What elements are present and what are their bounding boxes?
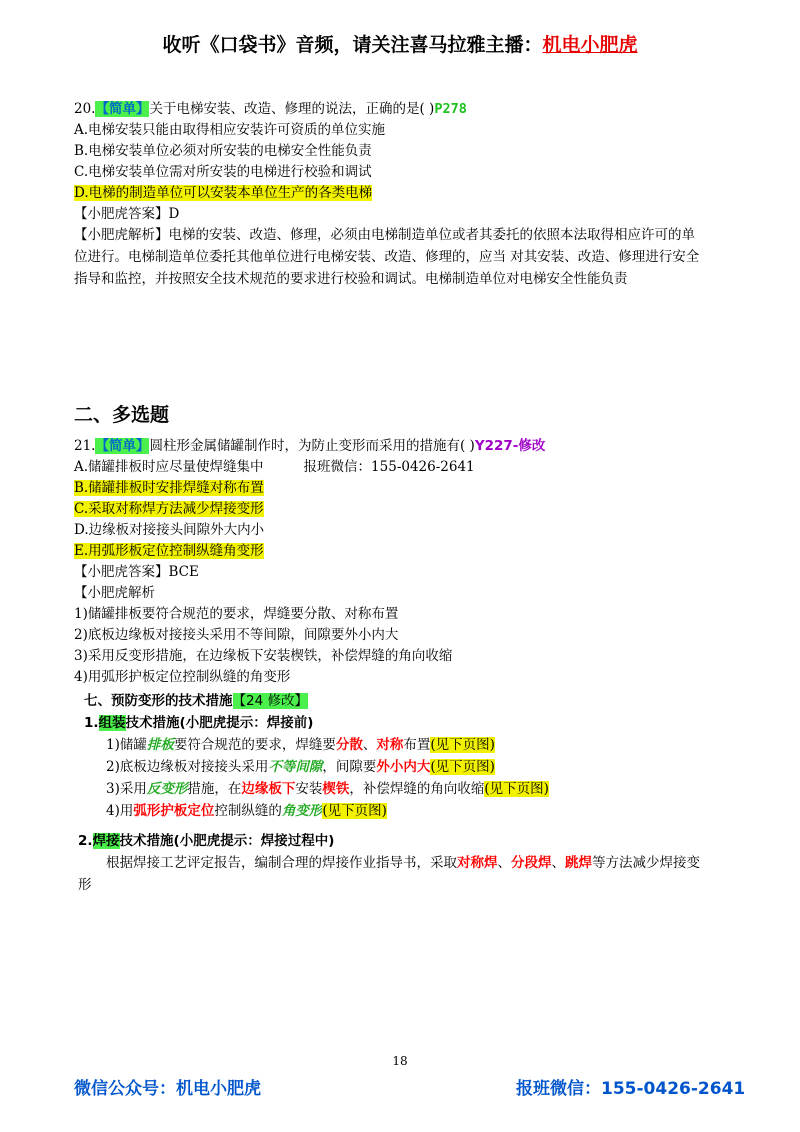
q20-option-d: D.电梯的制造单位可以安装本单位生产的各类电梯	[74, 185, 373, 201]
q21-analysis-2: 2)底板边缘板对接接头采用不等间隙，间隙要外小内大	[74, 627, 399, 643]
section7-item2: 2)底板边缘板对接接头采用不等间隙，间隙要外小内大(见下页图)	[106, 759, 495, 775]
q21-analysis-4: 4)用弧形护板定位控制纵缝的角变形	[74, 669, 291, 685]
page-header	[0, 30, 800, 57]
section7-item3: 3)采用反变形措施，在边缘板下安装楔铁，补偿焊缝的角向收缩(见下页图)	[106, 781, 549, 797]
q21-option-a: A.储罐排板时应尽量使焊缝集中 报班微信：155-0426-2641	[74, 459, 475, 475]
section7-sub1: 1.组装技术措施(小肥虎提示：焊接前)	[84, 715, 314, 731]
q21-stem: 21.【简单】圆柱形金属储罐制作时，为防止变形而采用的措施有( )Y227-修改	[74, 438, 546, 454]
section7-title: 七、预防变形的技术措施【24 修改】	[84, 693, 308, 709]
section-title-multi-choice: 二、多选题	[74, 404, 170, 426]
header-prefix: 收听《口袋书》音频，请关注喜马拉雅主播：	[162, 34, 543, 56]
q20-analysis-line2: 位进行。电梯制造单位委托其他单位进行电梯安装、改造、修理的，应当 对其安装、改造、修理进行安全	[74, 249, 700, 265]
q20-option-a: A.电梯安装只能由取得相应安装许可资质的单位实施	[74, 122, 386, 138]
q20-analysis-line1: 【小肥虎解析】电梯的安装、改造、修理，必须由电梯制造单位或者其委托的依照本法取得相应许可的单	[74, 227, 695, 243]
q20-answer: 【小肥虎答案】D	[74, 206, 180, 222]
q21-option-e: E.用弧形板定位控制纵缝角变形	[74, 543, 264, 559]
q21-option-d: D.边缘板对接接头间隙外大内小	[74, 522, 265, 538]
q21-answer: 【小肥虎答案】BCE	[74, 564, 199, 580]
footer-wechat-account: 微信公众号：机电小肥虎	[74, 1079, 261, 1099]
q21-option-c: C.采取对称焊方法减少焊接变形	[74, 501, 264, 517]
see-below-1: (见下页图)	[430, 737, 495, 753]
inline-wechat: 报班微信：155-0426-2641	[303, 459, 475, 475]
q20-option-b: B.电梯安装单位必须对所安装的电梯安全性能负责	[74, 143, 372, 159]
see-below-3: (见下页图)	[484, 781, 549, 797]
section7-item4: 4)用弧形护板定位控制纵缝的角变形(见下页图)	[106, 803, 387, 819]
q21-analysis-1: 1)储罐排板要符合规范的要求，焊缝要分散、对称布置	[74, 606, 399, 622]
q21-analysis-label: 【小肥虎解析	[74, 585, 155, 601]
q21-option-b: B.储罐排板时安排焊缝对称布置	[74, 480, 264, 496]
q20-analysis-line3: 指导和监控，并按照安全技术规范的要求进行校验和调试。电梯制造单位对电梯安全性能负责	[74, 271, 628, 287]
section7-paragraph-line1: 根据焊接工艺评定报告，编制合理的焊接作业指导书，采取对称焊、分段焊、跳焊等方法减少焊接变	[106, 855, 700, 871]
section7-item1: 1)储罐排板要符合规范的要求，焊缝要分散、对称布置(见下页图)	[106, 737, 495, 753]
see-below-4: (见下页图)	[322, 803, 387, 819]
section7-sub2: 2.焊接技术措施(小肥虎提示：焊接过程中)	[78, 833, 335, 849]
page-number: 18	[392, 1054, 408, 1068]
header-brand-link[interactable]: 机电小肥虎	[542, 34, 638, 56]
q20-stem: 20.【简单】关于电梯安装、改造、修理的说法，正确的是( )P278	[74, 101, 467, 117]
footer-enroll-wechat: 报班微信：155-0426-2641	[516, 1079, 746, 1099]
q21-analysis-3: 3)采用反变形措施，在边缘板下安装楔铁，补偿焊缝的角向收缩	[74, 648, 453, 664]
see-below-2: (见下页图)	[430, 759, 495, 775]
q20-option-c: C.电梯安装单位需对所安装的电梯进行校验和调试	[74, 164, 372, 180]
section7-paragraph-line2: 形	[78, 877, 92, 893]
